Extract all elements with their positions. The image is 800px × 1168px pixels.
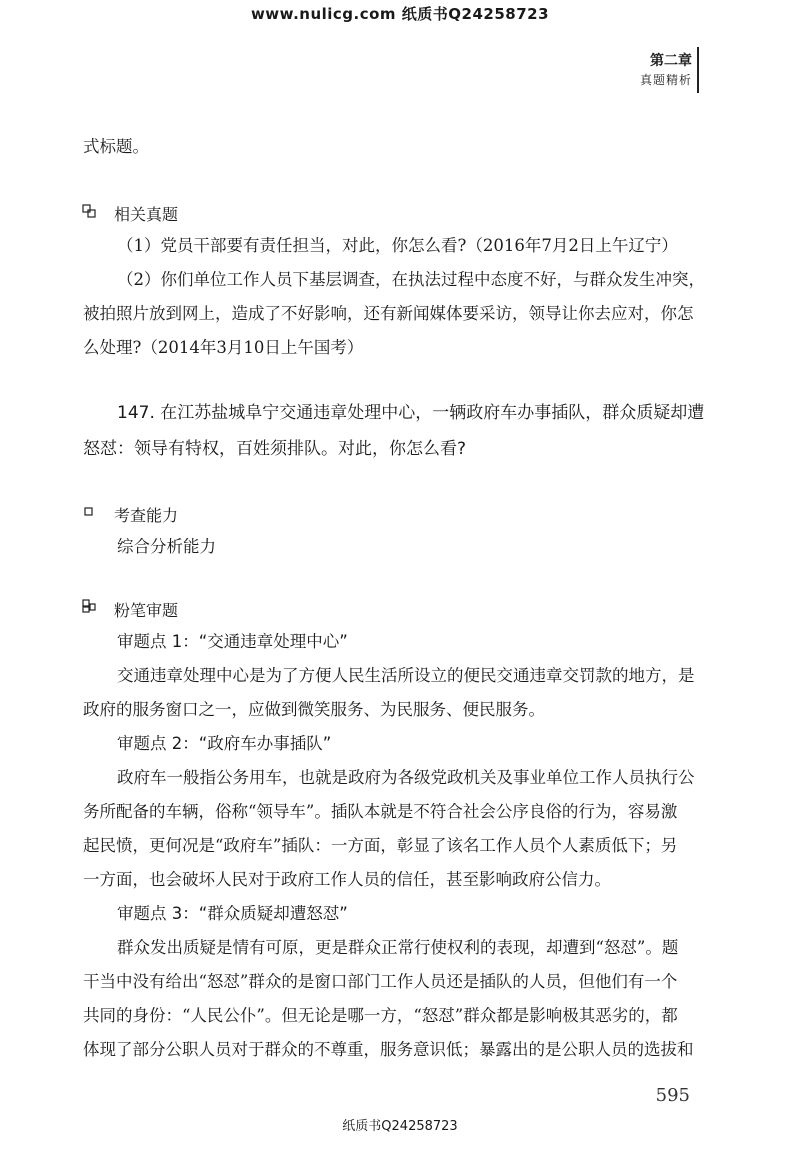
related-item: 被拍照片放到网上，造成了不好影响，还有新闻媒体要采访，领导让你去应对，你怎 <box>83 304 694 323</box>
top-watermark: www.nulicg.com 纸质书Q24258723 <box>250 5 550 23</box>
related-item: 么处理?（2014年3月10日上午国考） <box>83 338 364 357</box>
section-icon <box>82 204 96 218</box>
analysis-point-title: 审题点 1：“交通违章处理中心” <box>117 632 348 651</box>
question-line: 怒怼：领导有特权，百姓须排队。对此，你怎么看? <box>83 439 467 459</box>
analysis-line: 群众发出质疑是情有可原，更是群众正常行使权利的表现，却遭到“怒怼”。题 <box>117 938 679 957</box>
ability-content: 综合分析能力 <box>117 537 216 556</box>
related-item: （2）你们单位工作人员下基层调查，在执法过程中态度不好，与群众发生冲突， <box>117 270 705 289</box>
related-title: 相关真题 <box>114 205 179 224</box>
analysis-line: 起民愤，更何况是“政府车”插队：一方面，彰显了该名工作人员个人素质低下；另 <box>83 836 678 855</box>
analysis-point-title: 审题点 3：“群众质疑却遭怒怼” <box>117 904 348 923</box>
section-icon <box>82 599 96 613</box>
bottom-watermark: 纸质书Q24258723 <box>342 1119 458 1134</box>
section-icon <box>82 505 96 519</box>
analysis-line: 交通违章处理中心是为了方便人民生活所设立的便民交通违章交罚款的地方，是 <box>117 666 695 685</box>
page-number: 595 <box>655 1085 690 1106</box>
analysis-title: 粉笔审题 <box>114 601 179 620</box>
chapter-title: 第二章 <box>650 53 692 69</box>
chapter-divider <box>697 47 699 93</box>
intro-line: 式标题。 <box>83 137 149 156</box>
chapter-subtitle: 真题精析 <box>639 73 692 87</box>
analysis-line: 干当中没有给出“怒怼”群众的是窗口部门工作人员还是插队的人员，但他们有一个 <box>83 972 678 991</box>
analysis-point-title: 审题点 2：“政府车办事插队” <box>117 734 332 753</box>
analysis-line: 政府的服务窗口之一，应做到微笑服务、为民服务、便民服务。 <box>83 700 545 719</box>
analysis-line: 务所配备的车辆，俗称“领导车”。插队本就是不符合社会公序良俗的行为，容易激 <box>83 802 678 821</box>
analysis-line: 政府车一般指公务用车，也就是政府为各级党政机关及事业单位工作人员执行公 <box>117 768 695 787</box>
ability-title: 考查能力 <box>114 506 179 525</box>
analysis-line: 体现了部分公职人员对于群众的不尊重，服务意识低；暴露出的是公职人员的选拔和 <box>83 1040 694 1059</box>
analysis-line: 共同的身份：“人民公仆”。但无论是哪一方，“怒怼”群众都是影响极其恶劣的，都 <box>83 1006 678 1025</box>
question-line: 147. 在江苏盐城阜宁交通违章处理中心，一辆政府车办事插队，群众质疑却遭 <box>117 403 705 423</box>
related-item: （1）党员干部要有责任担当，对此，你怎么看?（2016年7月2日上午辽宁） <box>117 236 678 255</box>
analysis-line: 一方面，也会破坏人民对于政府工作人员的信任，甚至影响政府公信力。 <box>83 870 611 889</box>
